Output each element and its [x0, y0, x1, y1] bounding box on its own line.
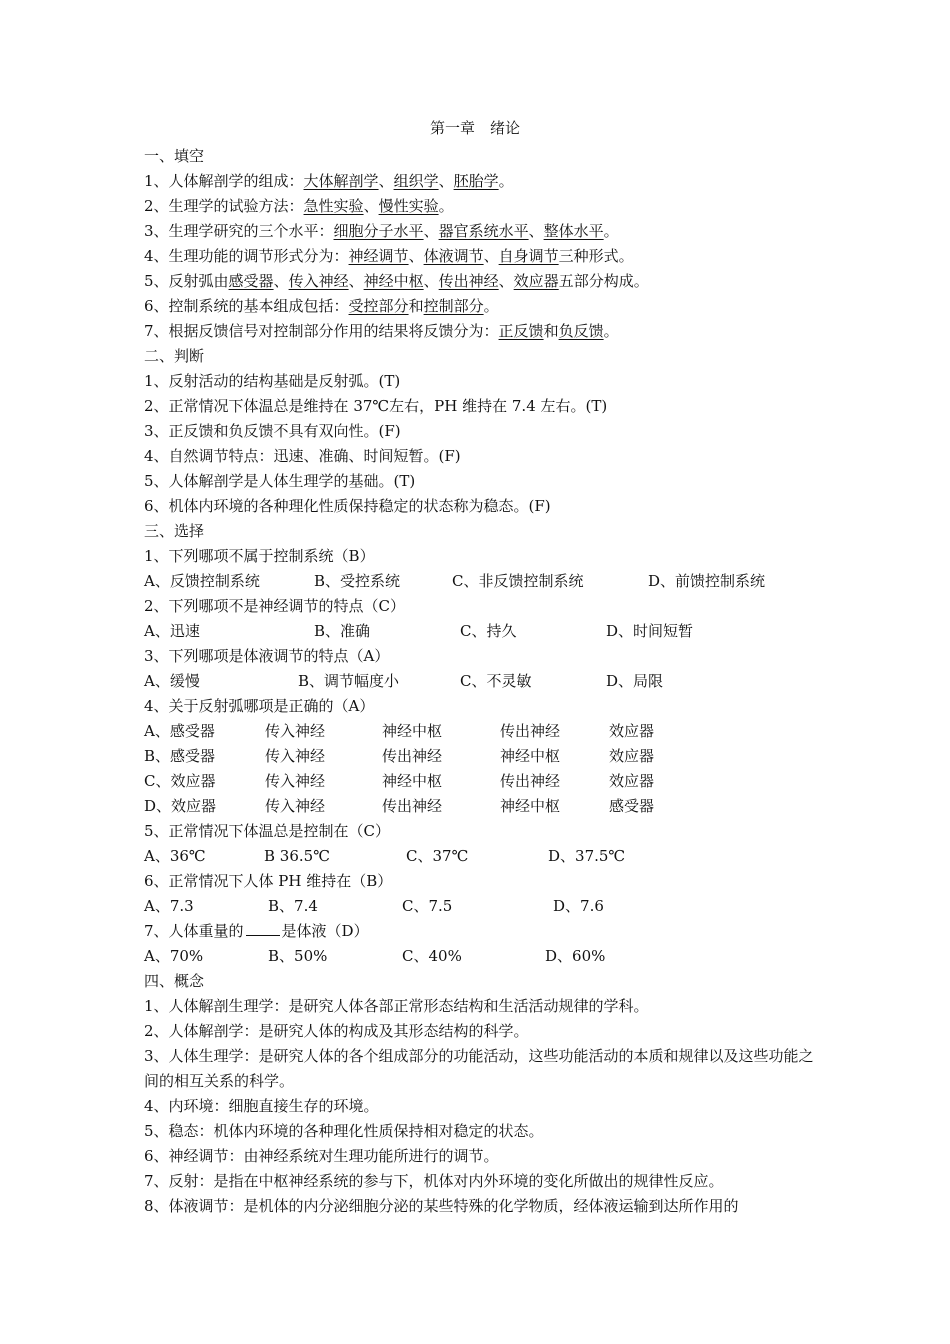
- option-cell: 效应器: [609, 772, 655, 790]
- concept-item: 3、人体生理学：是研究人体的各个组成部分的功能活动，这些功能活动的本质和规律以及这些功能之间的相互关系的科学。: [144, 1047, 814, 1090]
- option-cell: A、感受器: [144, 722, 215, 740]
- option-cell: 传入神经: [265, 797, 326, 815]
- choice-q4-row: [144, 744, 824, 769]
- choice-q5-options: [144, 844, 824, 869]
- option-cell: 传出神经: [500, 722, 561, 740]
- concept-item: 5、稳态：机体内环境的各种理化性质保持相对稳定的状态。: [144, 1122, 544, 1140]
- option-cell: 传入神经: [265, 772, 326, 790]
- fill-q6: 6、控制系统的基本组成包括：受控部分和控制部分。: [144, 297, 499, 315]
- choice-q5-stem: 5、正常情况下体温总是控制在（C）: [144, 822, 391, 840]
- option-cell: 传出神经: [382, 747, 443, 765]
- judge-item: 3、正反馈和负反馈不具有双向性。(F): [144, 422, 401, 440]
- choice-q1-stem: 1、下列哪项不属于控制系统（B）: [144, 547, 375, 565]
- option: A、36℃: [144, 847, 206, 865]
- concept-item: 2、人体解剖学：是研究人体的构成及其形态结构的科学。: [144, 1022, 529, 1040]
- option: A、迅速: [144, 622, 200, 640]
- choice-q4-stem: 4、关于反射弧哪项是正确的（A）: [144, 697, 375, 715]
- option: A、反馈控制系统: [144, 572, 260, 590]
- option-cell: 神经中枢: [500, 747, 561, 765]
- document-body: [144, 144, 824, 1219]
- concept-item: 1、人体解剖生理学：是研究人体各部正常形态结构和生活活动规律的学科。: [144, 997, 649, 1015]
- choice-q7-stem: 7、人体重量的 是体液（D）: [144, 922, 369, 940]
- option: C、不灵敏: [460, 672, 532, 690]
- choice-q7-options: [144, 944, 824, 969]
- answer-blank: [246, 920, 280, 936]
- option: C、37℃: [406, 847, 469, 865]
- fill-q2: 2、生理学的试验方法：急性实验、慢性实验。: [144, 197, 454, 215]
- option: C、非反馈控制系统: [452, 572, 584, 590]
- judge-item: 1、反射活动的结构基础是反射弧。(T): [144, 372, 401, 390]
- choice-q4-row: [144, 719, 824, 744]
- option-cell: 神经中枢: [500, 797, 561, 815]
- option: D、7.6: [553, 897, 604, 915]
- choice-q2-stem: 2、下列哪项不是神经调节的特点（C）: [144, 597, 406, 615]
- option: B、调节幅度小: [298, 672, 400, 690]
- option-cell: C、效应器: [144, 772, 216, 790]
- concept-item: 6、神经调节：由神经系统对生理功能所进行的调节。: [144, 1147, 499, 1165]
- option-cell: 效应器: [609, 747, 655, 765]
- concept-item: 7、反射：是指在中枢神经系统的参与下，机体对内外环境的变化所做出的规律性反应。: [144, 1172, 724, 1190]
- choice-q3-stem: 3、下列哪项是体液调节的特点（A）: [144, 647, 390, 665]
- option-cell: 效应器: [609, 722, 655, 740]
- option: B 36.5℃: [264, 847, 330, 865]
- choice-q6-stem: 6、正常情况下人体 PH 维持在（B）: [144, 872, 393, 890]
- fill-q5: 5、反射弧由感受器、传入神经、神经中枢、传出神经、效应器五部分构成。: [144, 272, 649, 290]
- option: A、缓慢: [144, 672, 200, 690]
- option: D、37.5℃: [548, 847, 626, 865]
- section-heading-fill: 一、填空: [144, 147, 205, 165]
- option-cell: 感受器: [609, 797, 655, 815]
- judge-item: 5、人体解剖学是人体生理学的基础。(T): [144, 472, 416, 490]
- fill-q4: 4、生理功能的调节形式分为：神经调节、体液调节、自身调节三种形式。: [144, 247, 634, 265]
- option: D、时间短暂: [606, 622, 694, 640]
- fill-q7: 7、根据反馈信号对控制部分作用的结果将反馈分为：正反馈和负反馈。: [144, 322, 619, 340]
- choice-q6-options: [144, 894, 824, 919]
- choice-q2-options: [144, 619, 824, 644]
- option: C、7.5: [402, 897, 453, 915]
- judge-item: 2、正常情况下体温总是维持在 37℃左右，PH 维持在 7.4 左右。(T): [144, 397, 608, 415]
- section-heading-choice: 三、选择: [144, 522, 205, 540]
- option: D、局限: [606, 672, 664, 690]
- concept-item: 8、体液调节：是机体的内分泌细胞分泌的某些特殊的化学物质，经体液运输到达所作用的: [144, 1197, 739, 1215]
- section-heading-judge: 二、判断: [144, 347, 205, 365]
- choice-q4-row: [144, 794, 824, 819]
- option-cell: 传出神经: [500, 772, 561, 790]
- option-cell: 神经中枢: [382, 772, 443, 790]
- fill-q3: 3、生理学研究的三个水平：细胞分子水平、器官系统水平、整体水平。: [144, 222, 619, 240]
- option: D、前馈控制系统: [648, 572, 766, 590]
- choice-q1-options: [144, 569, 824, 594]
- fill-q1: 1、人体解剖学的组成：大体解剖学、组织学、胚胎学。: [144, 172, 514, 190]
- choice-q3-options: [144, 669, 824, 694]
- option: B、7.4: [268, 897, 318, 915]
- option: D、60%: [545, 947, 606, 965]
- option: C、持久: [460, 622, 517, 640]
- concept-item: 4、内环境：细胞直接生存的环境。: [144, 1097, 379, 1115]
- option-cell: 传出神经: [382, 797, 443, 815]
- option-cell: 传入神经: [265, 722, 326, 740]
- option-cell: B、感受器: [144, 747, 216, 765]
- option-cell: 传入神经: [265, 747, 326, 765]
- judge-item: 4、自然调节特点：迅速、准确、时间短暂。(F): [144, 447, 461, 465]
- option: C、40%: [402, 947, 462, 965]
- option: B、受控系统: [314, 572, 401, 590]
- option-cell: 神经中枢: [382, 722, 443, 740]
- option: A、7.3: [144, 897, 194, 915]
- section-heading-concept: 四、概念: [144, 972, 205, 990]
- option: B、50%: [268, 947, 328, 965]
- option-cell: D、效应器: [144, 797, 217, 815]
- chapter-title: 第一章 绪论: [429, 119, 520, 137]
- option: B、准确: [314, 622, 371, 640]
- option: A、70%: [144, 947, 204, 965]
- judge-item: 6、机体内环境的各种理化性质保持稳定的状态称为稳态。(F): [144, 497, 551, 515]
- choice-q4-row: [144, 769, 824, 794]
